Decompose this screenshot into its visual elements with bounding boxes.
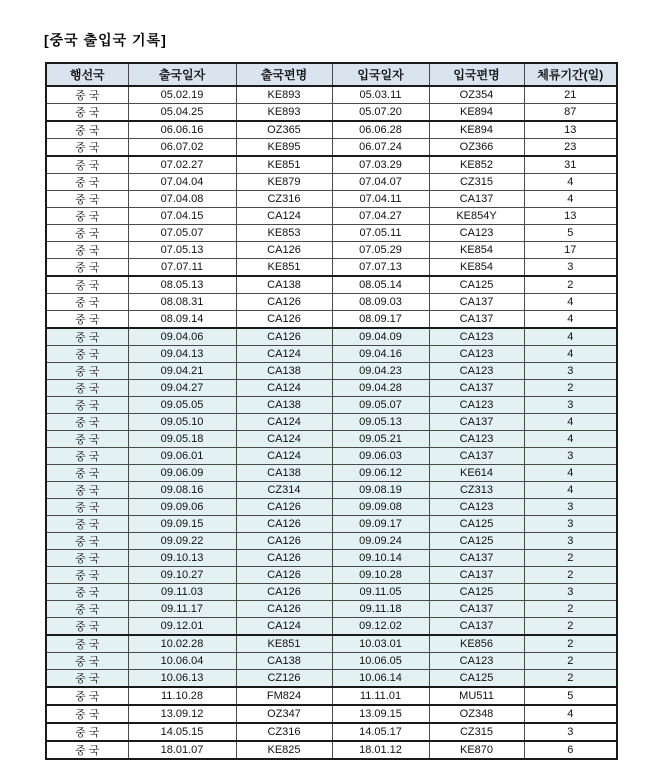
cell-stay-days: 87 xyxy=(524,104,617,122)
cell-country: 중 국 xyxy=(46,705,128,723)
cell-arrival-flight: CA137 xyxy=(429,550,524,567)
cell-departure-date: 09.05.05 xyxy=(128,397,236,414)
cell-departure-date: 09.06.01 xyxy=(128,448,236,465)
cell-departure-flight: CA124 xyxy=(236,208,332,225)
cell-departure-date: 10.06.13 xyxy=(128,670,236,688)
cell-stay-days: 3 xyxy=(524,363,617,380)
cell-stay-days: 17 xyxy=(524,242,617,259)
cell-country: 중 국 xyxy=(46,567,128,584)
cell-arrival-date: 09.10.14 xyxy=(332,550,429,567)
cell-country: 중 국 xyxy=(46,380,128,397)
cell-departure-date: 07.04.08 xyxy=(128,191,236,208)
cell-country: 중 국 xyxy=(46,516,128,533)
cell-departure-date: 09.10.13 xyxy=(128,550,236,567)
cell-stay-days: 4 xyxy=(524,705,617,723)
cell-arrival-flight: CA125 xyxy=(429,533,524,550)
cell-stay-days: 2 xyxy=(524,601,617,618)
table-row xyxy=(46,567,617,584)
table-row xyxy=(46,121,617,139)
cell-stay-days: 4 xyxy=(524,482,617,499)
cell-arrival-date: 09.05.21 xyxy=(332,431,429,448)
cell-stay-days: 2 xyxy=(524,653,617,670)
cell-departure-flight: CA126 xyxy=(236,311,332,329)
cell-country: 중 국 xyxy=(46,294,128,311)
cell-arrival-date: 08.05.14 xyxy=(332,276,429,294)
cell-departure-flight: OZ347 xyxy=(236,705,332,723)
cell-departure-flight: CZ314 xyxy=(236,482,332,499)
cell-departure-flight: KE895 xyxy=(236,139,332,157)
cell-country: 중 국 xyxy=(46,499,128,516)
cell-arrival-flight: CA123 xyxy=(429,328,524,346)
cell-arrival-date: 09.04.09 xyxy=(332,328,429,346)
header-row xyxy=(46,63,617,86)
cell-stay-days: 21 xyxy=(524,86,617,104)
cell-stay-days: 2 xyxy=(524,380,617,397)
cell-departure-date: 07.04.15 xyxy=(128,208,236,225)
cell-stay-days: 3 xyxy=(524,584,617,601)
cell-arrival-date: 07.03.29 xyxy=(332,156,429,174)
cell-arrival-flight: CA137 xyxy=(429,311,524,329)
table-row xyxy=(46,653,617,670)
header-cell-departure-date: 출국일자 xyxy=(128,63,236,86)
table-row xyxy=(46,448,617,465)
cell-departure-date: 08.09.14 xyxy=(128,311,236,329)
cell-departure-flight: KE879 xyxy=(236,174,332,191)
table-row xyxy=(46,670,617,688)
cell-arrival-date: 06.06.28 xyxy=(332,121,429,139)
cell-stay-days: 3 xyxy=(524,448,617,465)
cell-departure-flight: CA126 xyxy=(236,550,332,567)
cell-stay-days: 4 xyxy=(524,294,617,311)
cell-departure-flight: CZ126 xyxy=(236,670,332,688)
header-cell-arrival-flight: 입국편명 xyxy=(429,63,524,86)
cell-country: 중 국 xyxy=(46,723,128,741)
cell-stay-days: 5 xyxy=(524,687,617,705)
cell-stay-days: 4 xyxy=(524,346,617,363)
cell-departure-flight: CA138 xyxy=(236,465,332,482)
table-row xyxy=(46,363,617,380)
cell-departure-date: 07.07.11 xyxy=(128,259,236,277)
table-row xyxy=(46,346,617,363)
cell-departure-flight: CA126 xyxy=(236,294,332,311)
cell-country: 중 국 xyxy=(46,346,128,363)
page-title: [중국 출입국 기록] xyxy=(44,32,167,48)
cell-country: 중 국 xyxy=(46,465,128,482)
cell-arrival-flight: MU511 xyxy=(429,687,524,705)
cell-arrival-flight: CA137 xyxy=(429,191,524,208)
cell-departure-date: 09.05.10 xyxy=(128,414,236,431)
cell-arrival-flight: CA137 xyxy=(429,380,524,397)
cell-departure-flight: CA126 xyxy=(236,567,332,584)
cell-stay-days: 3 xyxy=(524,516,617,533)
cell-country: 중 국 xyxy=(46,670,128,688)
cell-arrival-date: 07.07.13 xyxy=(332,259,429,277)
cell-country: 중 국 xyxy=(46,121,128,139)
cell-departure-date: 07.02.27 xyxy=(128,156,236,174)
cell-stay-days: 4 xyxy=(524,465,617,482)
cell-departure-date: 09.12.01 xyxy=(128,618,236,636)
cell-departure-date: 10.02.28 xyxy=(128,635,236,653)
cell-departure-date: 09.10.27 xyxy=(128,567,236,584)
cell-arrival-date: 09.04.16 xyxy=(332,346,429,363)
table-row xyxy=(46,499,617,516)
cell-arrival-flight: CA123 xyxy=(429,431,524,448)
cell-departure-date: 09.04.21 xyxy=(128,363,236,380)
cell-country: 중 국 xyxy=(46,601,128,618)
cell-country: 중 국 xyxy=(46,191,128,208)
cell-arrival-date: 09.08.19 xyxy=(332,482,429,499)
cell-departure-flight: CA138 xyxy=(236,653,332,670)
cell-stay-days: 4 xyxy=(524,191,617,208)
table-row xyxy=(46,191,617,208)
cell-arrival-flight: CA123 xyxy=(429,225,524,242)
cell-arrival-date: 09.05.13 xyxy=(332,414,429,431)
table-row xyxy=(46,225,617,242)
table-row xyxy=(46,618,617,636)
cell-arrival-date: 09.05.07 xyxy=(332,397,429,414)
cell-departure-date: 07.05.13 xyxy=(128,242,236,259)
cell-arrival-date: 14.05.17 xyxy=(332,723,429,741)
cell-stay-days: 4 xyxy=(524,431,617,448)
cell-departure-flight: CA124 xyxy=(236,431,332,448)
cell-departure-date: 13.09.12 xyxy=(128,705,236,723)
cell-arrival-flight: CA123 xyxy=(429,363,524,380)
records-tbody xyxy=(46,86,617,759)
cell-stay-days: 2 xyxy=(524,670,617,688)
cell-stay-days: 3 xyxy=(524,259,617,277)
cell-stay-days: 23 xyxy=(524,139,617,157)
cell-departure-date: 09.04.13 xyxy=(128,346,236,363)
cell-arrival-date: 09.06.12 xyxy=(332,465,429,482)
cell-stay-days: 3 xyxy=(524,533,617,550)
cell-country: 중 국 xyxy=(46,482,128,499)
cell-departure-flight: CZ316 xyxy=(236,723,332,741)
cell-country: 중 국 xyxy=(46,259,128,277)
table-row xyxy=(46,601,617,618)
cell-arrival-flight: OZ354 xyxy=(429,86,524,104)
cell-departure-date: 08.05.13 xyxy=(128,276,236,294)
cell-arrival-flight: CA123 xyxy=(429,397,524,414)
cell-arrival-flight: KE854 xyxy=(429,242,524,259)
cell-departure-flight: CA126 xyxy=(236,516,332,533)
cell-country: 중 국 xyxy=(46,139,128,157)
cell-arrival-date: 07.05.11 xyxy=(332,225,429,242)
table-row xyxy=(46,635,617,653)
cell-country: 중 국 xyxy=(46,741,128,759)
table-row xyxy=(46,104,617,122)
header-cell-country: 행선국 xyxy=(46,63,128,86)
cell-departure-date: 09.11.17 xyxy=(128,601,236,618)
table-row xyxy=(46,741,617,759)
table-row xyxy=(46,723,617,741)
cell-country: 중 국 xyxy=(46,311,128,329)
table-row xyxy=(46,380,617,397)
cell-arrival-flight: KE894 xyxy=(429,104,524,122)
cell-country: 중 국 xyxy=(46,104,128,122)
cell-departure-date: 09.08.16 xyxy=(128,482,236,499)
cell-country: 중 국 xyxy=(46,448,128,465)
table-row xyxy=(46,139,617,157)
cell-arrival-date: 07.05.29 xyxy=(332,242,429,259)
table-row xyxy=(46,482,617,499)
cell-arrival-flight: CA137 xyxy=(429,448,524,465)
cell-arrival-date: 07.04.27 xyxy=(332,208,429,225)
cell-stay-days: 2 xyxy=(524,618,617,636)
cell-stay-days: 31 xyxy=(524,156,617,174)
cell-stay-days: 2 xyxy=(524,635,617,653)
cell-country: 중 국 xyxy=(46,414,128,431)
cell-arrival-flight: CA137 xyxy=(429,601,524,618)
table-row xyxy=(46,328,617,346)
cell-departure-flight: CA126 xyxy=(236,242,332,259)
cell-country: 중 국 xyxy=(46,174,128,191)
table-row xyxy=(46,431,617,448)
cell-stay-days: 2 xyxy=(524,567,617,584)
table-row xyxy=(46,465,617,482)
table-row xyxy=(46,174,617,191)
cell-departure-flight: CA126 xyxy=(236,584,332,601)
cell-departure-flight: KE851 xyxy=(236,635,332,653)
entry-exit-records-table xyxy=(45,62,618,760)
cell-arrival-date: 09.12.02 xyxy=(332,618,429,636)
cell-stay-days: 13 xyxy=(524,208,617,225)
cell-arrival-flight: CA137 xyxy=(429,567,524,584)
cell-arrival-date: 09.04.23 xyxy=(332,363,429,380)
cell-departure-date: 06.06.16 xyxy=(128,121,236,139)
cell-country: 중 국 xyxy=(46,653,128,670)
cell-arrival-date: 09.11.18 xyxy=(332,601,429,618)
cell-stay-days: 4 xyxy=(524,174,617,191)
cell-stay-days: 4 xyxy=(524,328,617,346)
cell-departure-flight: CA126 xyxy=(236,601,332,618)
cell-stay-days: 4 xyxy=(524,311,617,329)
cell-country: 중 국 xyxy=(46,328,128,346)
cell-departure-flight: CA124 xyxy=(236,448,332,465)
cell-departure-flight: CZ316 xyxy=(236,191,332,208)
cell-arrival-flight: CA125 xyxy=(429,670,524,688)
cell-country: 중 국 xyxy=(46,225,128,242)
header-cell-stay-days: 체류기간(일) xyxy=(524,63,617,86)
cell-arrival-date: 10.06.14 xyxy=(332,670,429,688)
cell-departure-flight: CA126 xyxy=(236,328,332,346)
cell-arrival-date: 05.07.20 xyxy=(332,104,429,122)
cell-arrival-flight: KE854Y xyxy=(429,208,524,225)
cell-departure-flight: KE893 xyxy=(236,104,332,122)
cell-departure-date: 09.09.15 xyxy=(128,516,236,533)
cell-arrival-flight: KE856 xyxy=(429,635,524,653)
cell-arrival-flight: CZ313 xyxy=(429,482,524,499)
cell-departure-date: 09.06.09 xyxy=(128,465,236,482)
cell-arrival-flight: CA137 xyxy=(429,618,524,636)
cell-country: 중 국 xyxy=(46,687,128,705)
cell-departure-flight: CA138 xyxy=(236,363,332,380)
cell-departure-flight: OZ365 xyxy=(236,121,332,139)
cell-departure-flight: CA138 xyxy=(236,276,332,294)
cell-departure-date: 07.05.07 xyxy=(128,225,236,242)
cell-arrival-date: 13.09.15 xyxy=(332,705,429,723)
cell-departure-flight: CA126 xyxy=(236,533,332,550)
table-row xyxy=(46,414,617,431)
cell-stay-days: 5 xyxy=(524,225,617,242)
cell-departure-date: 09.04.06 xyxy=(128,328,236,346)
cell-arrival-date: 09.09.17 xyxy=(332,516,429,533)
cell-arrival-flight: CA123 xyxy=(429,499,524,516)
cell-country: 중 국 xyxy=(46,584,128,601)
cell-country: 중 국 xyxy=(46,618,128,636)
cell-departure-date: 06.07.02 xyxy=(128,139,236,157)
table-row xyxy=(46,687,617,705)
cell-departure-date: 09.09.22 xyxy=(128,533,236,550)
table-row xyxy=(46,86,617,104)
cell-departure-flight: CA124 xyxy=(236,414,332,431)
cell-departure-flight: CA138 xyxy=(236,397,332,414)
cell-country: 중 국 xyxy=(46,208,128,225)
table-row xyxy=(46,311,617,329)
cell-departure-date: 09.05.18 xyxy=(128,431,236,448)
cell-country: 중 국 xyxy=(46,431,128,448)
cell-arrival-date: 05.03.11 xyxy=(332,86,429,104)
cell-arrival-flight: CA125 xyxy=(429,584,524,601)
cell-departure-date: 18.01.07 xyxy=(128,741,236,759)
cell-arrival-flight: KE854 xyxy=(429,259,524,277)
header-cell-arrival-date: 입국일자 xyxy=(332,63,429,86)
cell-country: 중 국 xyxy=(46,86,128,104)
cell-departure-date: 09.04.27 xyxy=(128,380,236,397)
cell-country: 중 국 xyxy=(46,276,128,294)
cell-arrival-flight: CA137 xyxy=(429,414,524,431)
cell-stay-days: 2 xyxy=(524,550,617,567)
cell-arrival-date: 10.03.01 xyxy=(332,635,429,653)
cell-departure-date: 07.04.04 xyxy=(128,174,236,191)
cell-departure-date: 08.08.31 xyxy=(128,294,236,311)
cell-departure-flight: KE893 xyxy=(236,86,332,104)
table-row xyxy=(46,705,617,723)
cell-stay-days: 13 xyxy=(524,121,617,139)
cell-arrival-date: 18.01.12 xyxy=(332,741,429,759)
cell-stay-days: 4 xyxy=(524,414,617,431)
cell-departure-flight: CA124 xyxy=(236,346,332,363)
cell-departure-flight: KE851 xyxy=(236,259,332,277)
cell-stay-days: 2 xyxy=(524,276,617,294)
cell-arrival-flight: KE894 xyxy=(429,121,524,139)
cell-arrival-date: 09.09.08 xyxy=(332,499,429,516)
table-row xyxy=(46,584,617,601)
cell-stay-days: 3 xyxy=(524,499,617,516)
cell-arrival-date: 07.04.11 xyxy=(332,191,429,208)
cell-country: 중 국 xyxy=(46,363,128,380)
cell-departure-date: 05.02.19 xyxy=(128,86,236,104)
cell-departure-date: 05.04.25 xyxy=(128,104,236,122)
table-row xyxy=(46,276,617,294)
table-row xyxy=(46,294,617,311)
cell-arrival-date: 10.06.05 xyxy=(332,653,429,670)
cell-country: 중 국 xyxy=(46,156,128,174)
cell-country: 중 국 xyxy=(46,550,128,567)
cell-arrival-flight: CA123 xyxy=(429,653,524,670)
cell-arrival-date: 09.11.05 xyxy=(332,584,429,601)
cell-arrival-flight: KE852 xyxy=(429,156,524,174)
cell-departure-date: 10.06.04 xyxy=(128,653,236,670)
cell-departure-flight: CA124 xyxy=(236,380,332,397)
cell-arrival-flight: CA125 xyxy=(429,276,524,294)
cell-arrival-flight: CA125 xyxy=(429,516,524,533)
cell-departure-flight: CA124 xyxy=(236,618,332,636)
cell-country: 중 국 xyxy=(46,635,128,653)
cell-arrival-date: 11.11.01 xyxy=(332,687,429,705)
cell-departure-date: 09.09.06 xyxy=(128,499,236,516)
cell-arrival-flight: OZ348 xyxy=(429,705,524,723)
cell-stay-days: 3 xyxy=(524,723,617,741)
cell-arrival-flight: OZ366 xyxy=(429,139,524,157)
cell-departure-date: 14.05.15 xyxy=(128,723,236,741)
header-cell-departure-flight: 출국편명 xyxy=(236,63,332,86)
cell-country: 중 국 xyxy=(46,533,128,550)
table-row xyxy=(46,550,617,567)
cell-country: 중 국 xyxy=(46,397,128,414)
cell-stay-days: 3 xyxy=(524,397,617,414)
cell-departure-flight: KE825 xyxy=(236,741,332,759)
cell-arrival-flight: CZ315 xyxy=(429,723,524,741)
cell-arrival-date: 07.04.07 xyxy=(332,174,429,191)
cell-arrival-date: 06.07.24 xyxy=(332,139,429,157)
cell-departure-date: 11.10.28 xyxy=(128,687,236,705)
cell-departure-flight: CA126 xyxy=(236,499,332,516)
cell-arrival-date: 08.09.03 xyxy=(332,294,429,311)
cell-country: 중 국 xyxy=(46,242,128,259)
cell-arrival-flight: CZ315 xyxy=(429,174,524,191)
cell-departure-flight: KE853 xyxy=(236,225,332,242)
cell-arrival-date: 08.09.17 xyxy=(332,311,429,329)
cell-departure-flight: KE851 xyxy=(236,156,332,174)
cell-arrival-flight: KE614 xyxy=(429,465,524,482)
cell-stay-days: 6 xyxy=(524,741,617,759)
cell-arrival-flight: CA137 xyxy=(429,294,524,311)
cell-arrival-flight: CA123 xyxy=(429,346,524,363)
table-row xyxy=(46,156,617,174)
table-row xyxy=(46,533,617,550)
cell-arrival-date: 09.06.03 xyxy=(332,448,429,465)
cell-arrival-date: 09.10.28 xyxy=(332,567,429,584)
table-row xyxy=(46,516,617,533)
table-row xyxy=(46,242,617,259)
table-row xyxy=(46,397,617,414)
cell-arrival-flight: KE870 xyxy=(429,741,524,759)
table-row xyxy=(46,259,617,277)
table-row xyxy=(46,208,617,225)
cell-departure-date: 09.11.03 xyxy=(128,584,236,601)
cell-arrival-date: 09.04.28 xyxy=(332,380,429,397)
cell-arrival-date: 09.09.24 xyxy=(332,533,429,550)
cell-departure-flight: FM824 xyxy=(236,687,332,705)
